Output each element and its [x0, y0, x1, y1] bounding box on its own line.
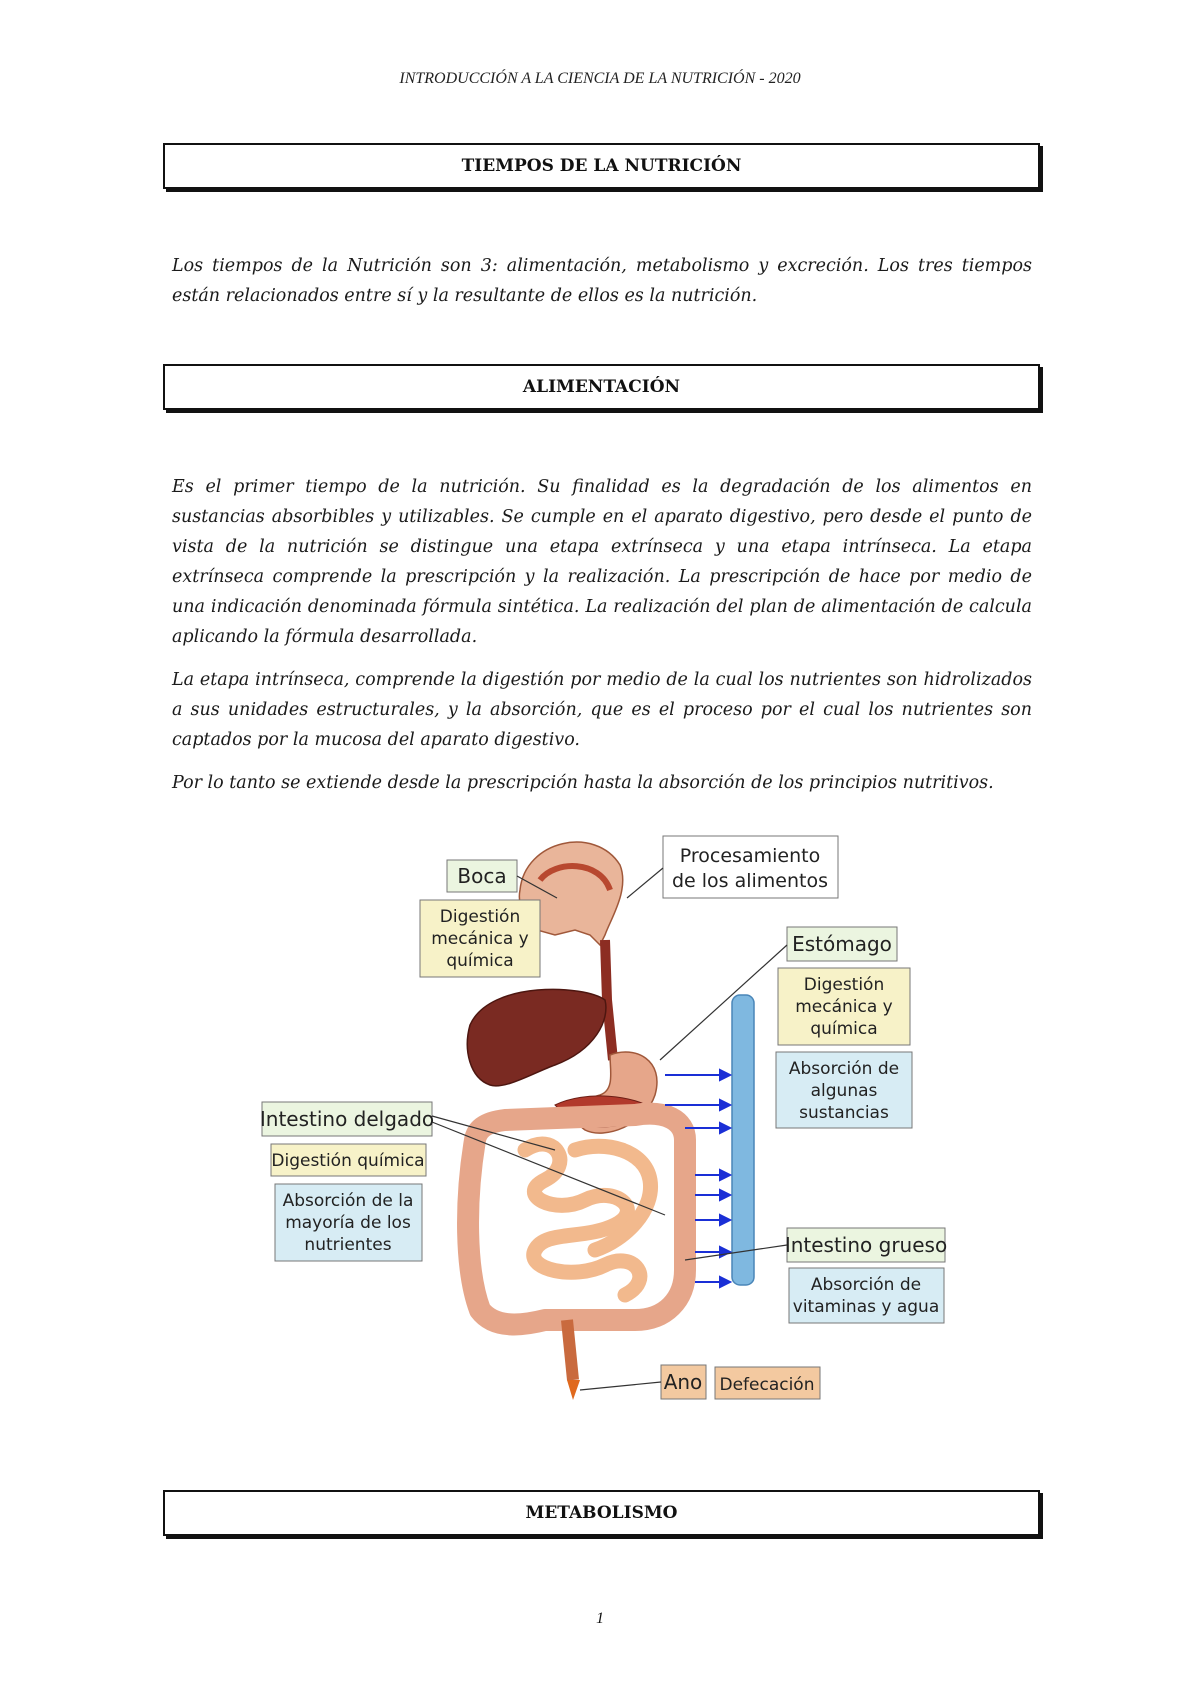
anus-arrow [567, 1380, 580, 1400]
estomago-leader [660, 945, 787, 1060]
boca-label: Boca [457, 864, 507, 888]
rectum [567, 1320, 573, 1380]
ano-leader [580, 1382, 661, 1390]
estomago-absorcion-line-3: sustancias [799, 1103, 889, 1123]
liver [467, 989, 606, 1086]
procesamiento-line-2: de los alimentos [671, 870, 829, 892]
procesamiento-leader [627, 868, 663, 898]
procesamiento-line-1: Procesamiento [679, 845, 821, 867]
paragraph-alimentacion-3: Por lo tanto se extiende desde la prescripción hasta la absorción de los principios nutritivos. [172, 773, 994, 793]
intestino-grueso-label: Intestino grueso [784, 1233, 948, 1257]
delgado-digestion-label: Digestión química [271, 1151, 425, 1171]
grueso-absorcion-line-2: vitaminas y agua [792, 1297, 940, 1317]
defecacion-label: Defecación [719, 1375, 815, 1395]
boca-function-line-2: mecánica y [431, 929, 529, 949]
grueso-absorcion-line-1: Absorción de [810, 1275, 922, 1295]
paragraph-tiempos: Los tiempos de la Nutrición son 3: alimentación, metabolismo y excreción. Los tres tiempos están relacionados entre sí y la resultante de ellos es la nutrición. [172, 256, 1032, 306]
boca-function-line-1: Digestión [439, 907, 521, 927]
digestive-system-diagram [255, 820, 955, 1440]
paragraph-alimentacion-2: La etapa intrínseca, comprende la digestión por medio de la cual los nutrientes son hidrolizados a sus unidades estructurales, y la absorción, que es el proceso por el cual los nutrientes son captados por la mucosa del aparato digestivo. [172, 670, 1032, 750]
running-header: INTRODUCCIÓN A LA CIENCIA DE LA NUTRICIÓN - 2020 [399, 70, 801, 87]
blood-vessel [732, 995, 754, 1285]
boca-function-line-3: química [446, 951, 514, 971]
estomago-absorcion-line-1: Absorción de [788, 1059, 900, 1079]
estomago-absorcion-line-2: algunas [810, 1081, 878, 1101]
estomago-digestion-line-2: mecánica y [795, 997, 893, 1017]
estomago-digestion-line-1: Digestión [803, 975, 885, 995]
delgado-absorcion-line-1: Absorción de la [282, 1191, 414, 1211]
page-number: 1 [596, 1610, 604, 1627]
esophagus [605, 940, 613, 1060]
paragraph-alimentacion-1: Es el primer tiempo de la nutrición. Su finalidad es la degradación de los alimentos en sustancias absorbibles y utilizables. Se cumple en el aparato digestivo, pero desde el punto de vista de la nutrición se distingue una etapa extrínseca y una etapa intrínseca. La etapa extrínseca comprende la prescripción y la realización. La prescripción de hace por medio de una indicación denominada fórmula sintética. La realización del plan de alimentación de calcula aplicando la fórmula desarrollada. [172, 477, 1032, 647]
estomago-digestion-line-3: química [810, 1019, 878, 1039]
delgado-absorcion-line-3: nutrientes [304, 1235, 392, 1255]
section-title-metabolismo: METABOLISMO [163, 1490, 1040, 1536]
ano-label: Ano [663, 1370, 703, 1394]
section-title-tiempos: TIEMPOS DE LA NUTRICIÓN [163, 143, 1040, 189]
section-title-alimentacion: ALIMENTACIÓN [163, 364, 1040, 410]
delgado-absorcion-line-2: mayoría de los [285, 1213, 411, 1233]
estomago-label: Estómago [792, 932, 892, 956]
intestino-delgado-label: Intestino delgado [259, 1107, 435, 1131]
